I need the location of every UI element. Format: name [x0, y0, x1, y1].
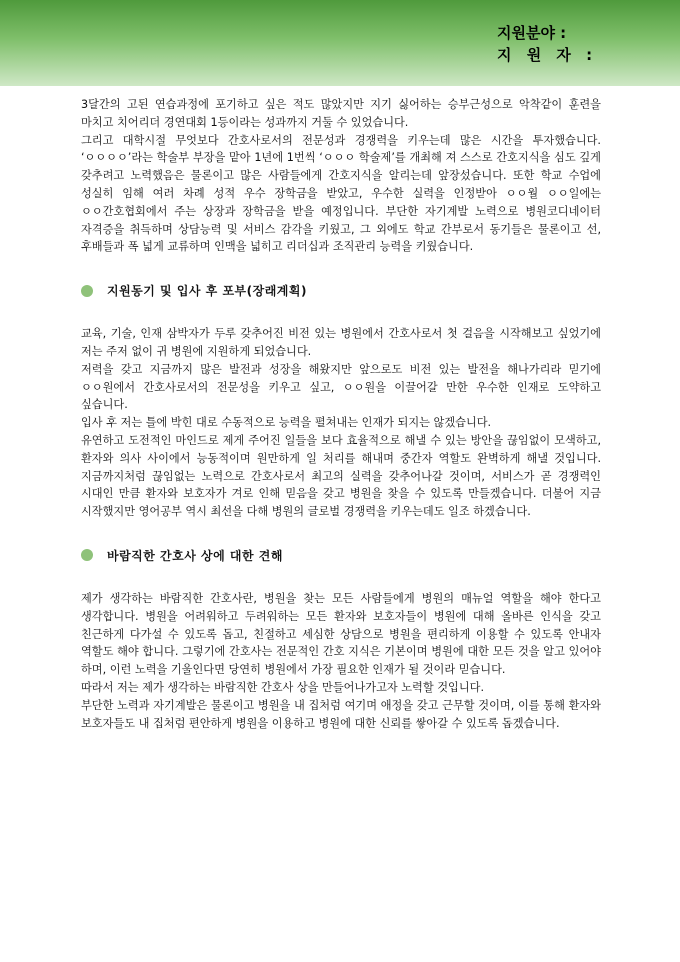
header-banner [0, 0, 680, 86]
document-body [81, 96, 601, 732]
bullet-icon [81, 285, 93, 297]
motivation-paragraph-3: 입사 후 저는 틀에 박힌 대로 수동적으로 능력을 펼쳐내는 인재가 되지는 않겠습니다. [81, 416, 492, 430]
ideal-paragraph-2: 따라서 저는 제가 생각하는 바람직한 간호사 상을 만들어나가고자 노력할 것입니다. [81, 680, 485, 694]
bullet-icon [81, 549, 93, 561]
ideal-paragraph-3: 부단한 노력과 자기계발은 물론이고 병원을 내 집처럼 여기며 애정을 갖고 근무할 것이며, 이를 통해 환자와 보호자들도 내 집처럼 편안하게 병원을 이용하고 병원에 대한 신뢰를 쌓아갈 수 있도록 돕겠습니다. [81, 698, 601, 730]
section-heading-ideal-nurse [81, 547, 601, 564]
applicant-fields [497, 22, 597, 66]
motivation-paragraph-4: 유연하고 도전적인 마인드로 제게 주어진 일들을 보다 효율적으로 해낼 수 있는 방안을 끊임없이 모색하고, 환자와 의사 사이에서 능동적이며 원만하게 일 처리를 해내며 중간자 역할도 완벽하게 해낼 것입니다. 지금까지처럼 끊임없는 노력으로 간호사로서 최고의 실력을 갖추어나갈 것이며, 서비스가 곧 경쟁력인 시대인 만큼 환자와 보호자가 겨로 인해 믿음을 갖고 병원을 찾을 수 있도록 만들겠습니다. 더불어 지금 시작했지만 영어공부 역시 최선을 다해 병원의 글로벌 경쟁력을 키우는데도 일조 하겠습니다. [81, 433, 601, 519]
section-title: 바람직한 간호사 상에 대한 견해 [107, 548, 283, 563]
intro-paragraph-1: 3달간의 고된 연습과정에 포기하고 싶은 적도 많았지만 지기 싫어하는 승부근성으로 악착같이 훈련을 마치고 치어리더 경연대회 1등이라는 성과까지 거둘 수 있었습니다. [81, 98, 601, 129]
section-heading-motivation [81, 282, 601, 299]
motivation-paragraph-2: 저력을 갖고 지금까지 많은 발전과 성장을 해왔지만 앞으로도 비전 있는 발전을 해나가리라 믿기에 ㅇㅇ원에서 간호사로서의 전문성을 키우고 싶고, ㅇㅇ원을 이끌어갈 만한 우수한 인재로 도약하고 싶습니다. [81, 362, 601, 412]
section-title: 지원동기 및 입사 후 포부(장래계획) [107, 284, 307, 299]
intro-paragraph-2: 그리고 대학시절 무엇보다 간호사로서의 전문성과 경쟁력을 키우는데 많은 시간을 투자했습니다. ‘ㅇㅇㅇㅇ’라는 학술부 부장을 맡아 1년에 1번씩 ‘ㅇㅇㅇ 학술제’를 개최해 져 스스로 간호지식을 심도 깊게 갖추려고 노력했음은 물론이고 많은 사람들에게 간호지식을 알리는데 앞장섰습니다. 또한 학교 수업에 성실히 임해 여러 차례 성적 우수 장학금을 받았고, 우수한 실력을 인정받아 ㅇㅇ월 ㅇㅇ일에는 ㅇㅇ간호협회에서 주는 상장과 장학금을 받을 예정입니다. 부단한 자기계발 노력으로 병원코디네이터 자격증을 취득하며 상담능력 및 서비스 감각을 키웠고, 그 외에도 학교 간부로서 동기들은 물론이고 선, 후배들과 폭 넓게 교류하며 인맥을 넓히고 리더십과 조직관리 능력을 키웠습니다. [81, 133, 601, 254]
field-application-area: 지원분야 : [497, 24, 567, 42]
ideal-paragraph-1: 제가 생각하는 바람직한 간호사란, 병원을 찾는 모든 사람들에게 병원의 매뉴얼 역할을 해야 한다고 생각합니다. 병원을 어려워하고 두려워하는 모든 환자와 보호자들이 병원에 대해 올바른 인식을 갖고 친근하게 다가설 수 있도록 돕고, 친절하고 세심한 상담으로 병원을 편리하게 이용할 수 있도록 안내자 역할도 해야 합니다. 그렇기에 간호사는 전문적인 간호 지식은 기본이며 병원에 대한 모든 것을 알고 있어야 하며, 이런 노력을 기울인다면 당연히 병원에서 가장 필요한 인재가 될 것이라 믿습니다. [81, 591, 601, 677]
motivation-paragraph-1: 교육, 기술, 인재 삼박자가 두루 갖추어진 비전 있는 병원에서 간호사로서 첫 걸음을 시작해보고 싶었기에 저는 주저 없이 귀 병원에 지원하게 되었습니다. [81, 327, 601, 358]
field-applicant: 지 원 자 : [497, 46, 598, 64]
